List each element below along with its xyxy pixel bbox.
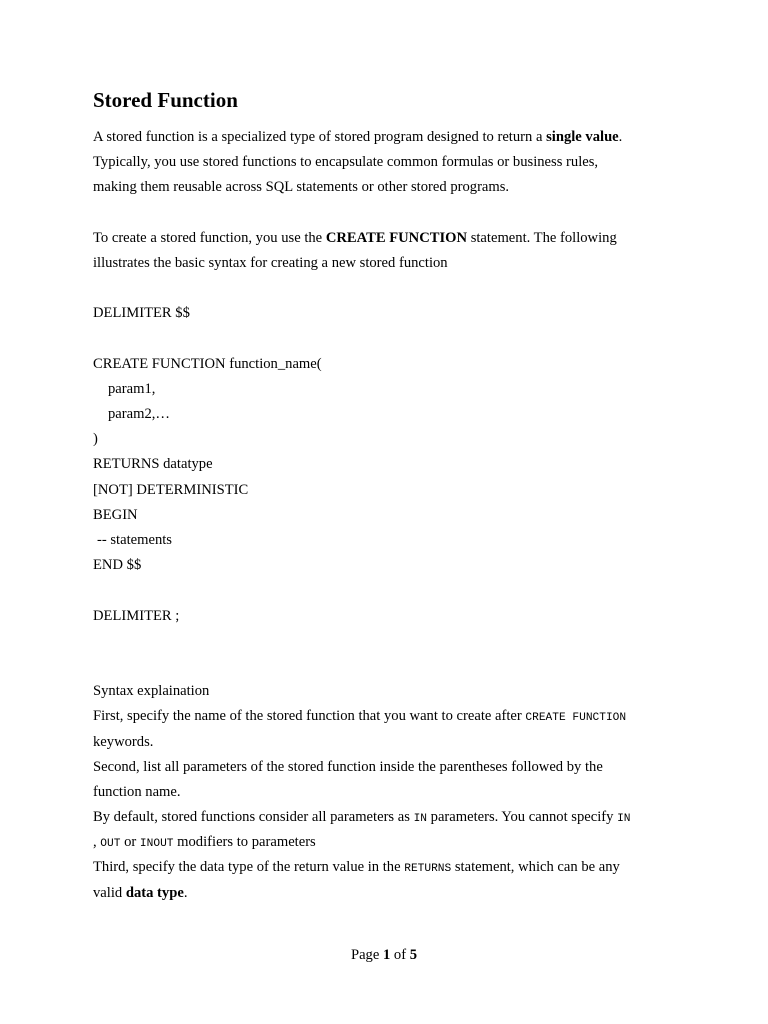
syntax-deterministic: [NOT] DETERMINISTIC [93, 481, 249, 498]
syntax-param1: param1, [108, 380, 156, 397]
intro-line-1: A stored function is a specialized type of stored program designed to return a single value. [93, 129, 623, 145]
data-type-emphasis: data type [125, 884, 184, 901]
explanation-heading: Syntax explaination [93, 683, 210, 700]
inline-code-in-2: IN [617, 813, 631, 826]
page-label: Page [350, 947, 383, 963]
syntax-close-paren: ) [93, 431, 98, 448]
single-value-emphasis: single value [546, 129, 619, 145]
intro-line-3: making them reusable across SQL statements or other stored programs. [93, 179, 510, 196]
create-line-2: illustrates the basic syntax for creating a new stored function [93, 254, 448, 271]
syntax-end: END $$ [93, 557, 142, 574]
explanation-p3-line-2: , OUT or INOUT modifiers to parameters [93, 834, 316, 851]
explanation-p2-line-1: Second, list all parameters of the stored function inside the parentheses followed by the [93, 758, 603, 775]
syntax-statements: -- statements [97, 532, 172, 548]
explanation-p1-line-2: keywords. [93, 733, 154, 750]
explanation-p3-line-1: By default, stored functions consider all parameters as IN parameters. You cannot specify IN [93, 809, 631, 826]
page-footer [0, 945, 768, 965]
inline-code-inout: INOUT [139, 838, 174, 851]
explanation-p4-line-2: valid data type. [93, 884, 188, 901]
inline-code-create-function: CREATE FUNCTION [525, 712, 627, 725]
explanation-p1-line-1: First, specify the name of the stored function that you want to create after CREATE FUNCTION [93, 708, 627, 725]
total-pages-number: 5 [409, 947, 418, 963]
syntax-param2: param2,… [108, 406, 171, 423]
syntax-delimiter-close: DELIMITER ; [93, 607, 180, 624]
explanation-p2-line-2: function name. [93, 783, 181, 800]
document-body [93, 125, 683, 906]
current-page-number: 1 [382, 947, 391, 963]
inline-code-in: IN [413, 813, 427, 826]
intro-line-2: Typically, you use stored functions to encapsulate common formulas or business rules, [93, 154, 599, 171]
inline-code-returns: RETURNS [404, 863, 452, 876]
create-line-1: To create a stored function, you use the CREATE FUNCTION statement. The following [93, 229, 617, 246]
create-function-emphasis: CREATE FUNCTION [325, 229, 468, 246]
page-of-label: of [390, 947, 410, 963]
inline-code-out: OUT [100, 838, 121, 851]
syntax-returns: RETURNS datatype [93, 456, 213, 473]
explanation-p4-line-1: Third, specify the data type of the return value in the RETURNS statement, which can be any [93, 859, 620, 876]
syntax-delimiter-open: DELIMITER $$ [93, 305, 190, 322]
syntax-create-line: CREATE FUNCTION function_name( [93, 355, 322, 372]
page-title: Stored Function [93, 88, 238, 112]
syntax-begin: BEGIN [93, 506, 138, 523]
